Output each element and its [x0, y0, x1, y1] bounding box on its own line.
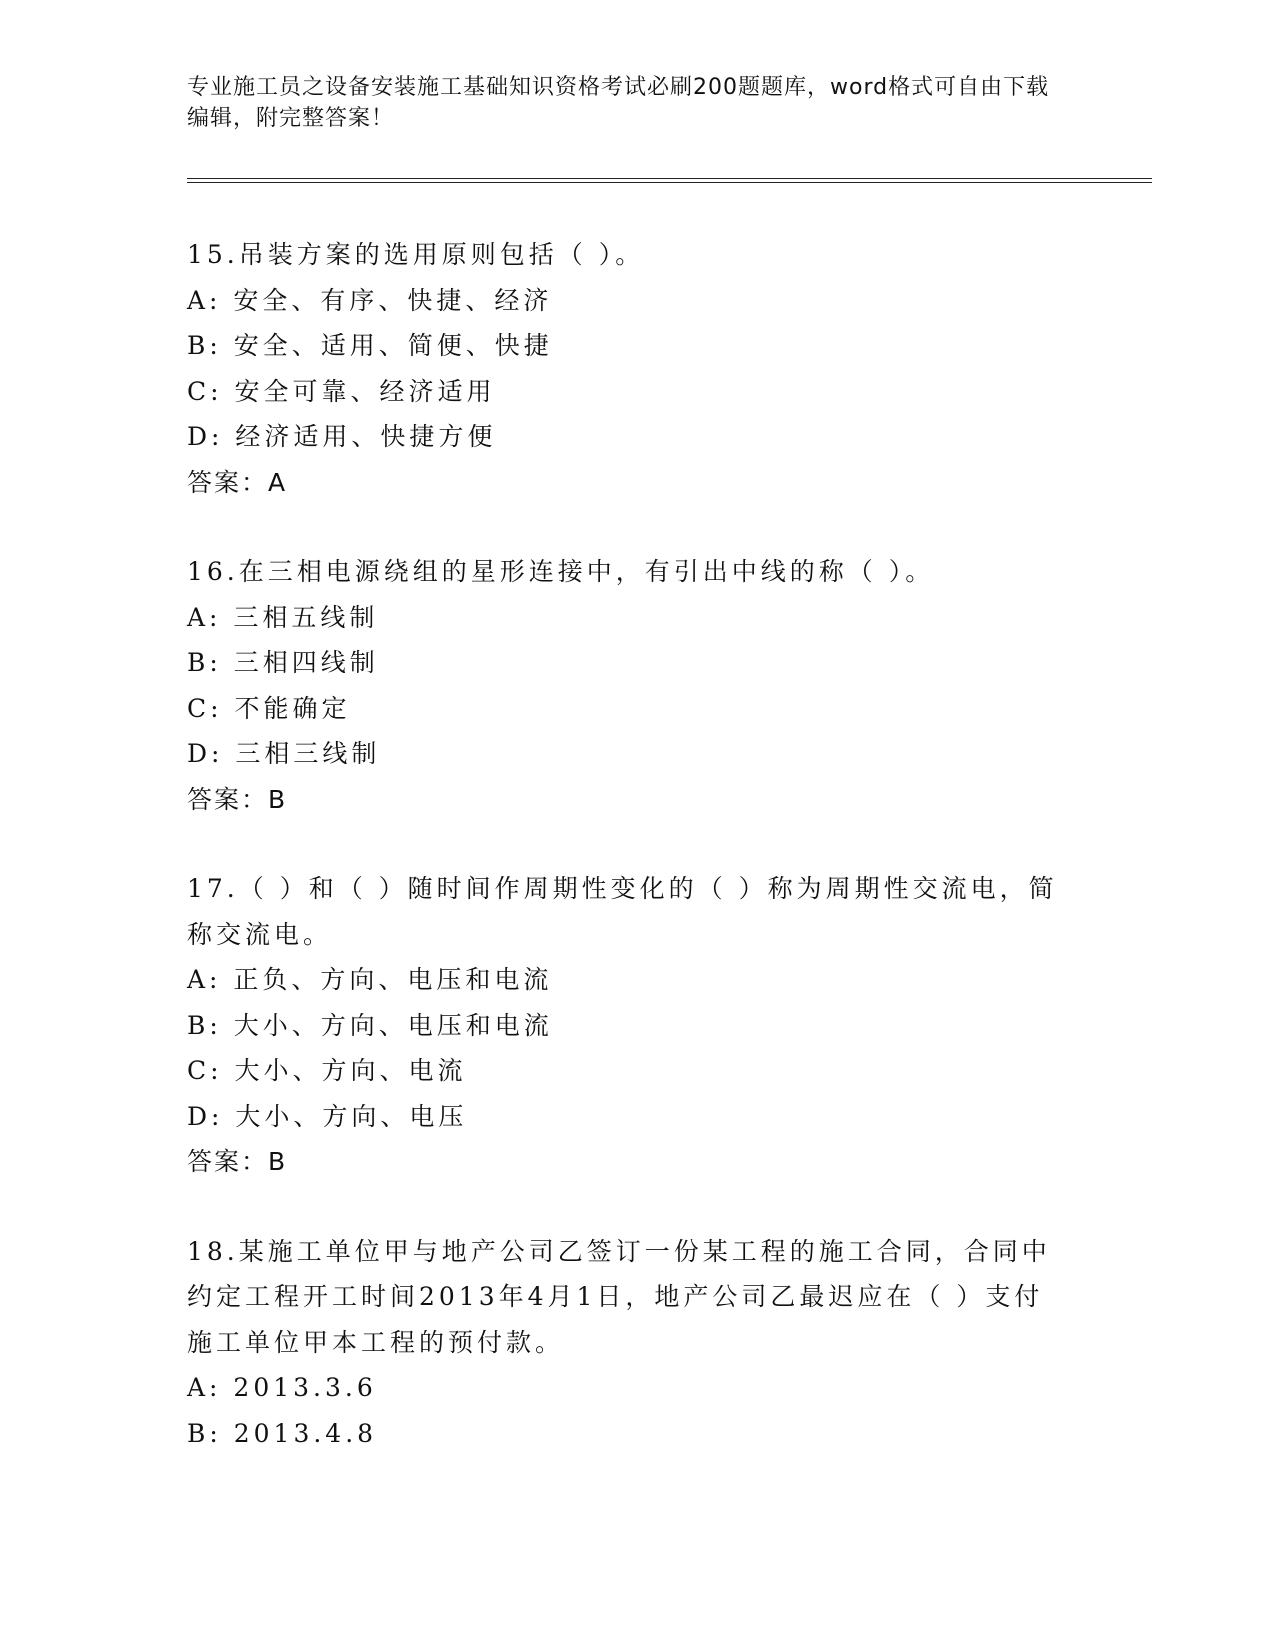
question-stem: 16.在三相电源绕组的星形连接中，有引出中线的称（ ）。 [187, 557, 935, 586]
option-c: C: 不能确定 [187, 693, 351, 723]
option-a: A: 2013.3.6 [187, 1373, 377, 1402]
question-stem: 17.（ ）和（ ）随时间作周期性变化的（ ）称为周期性交流电，简称交流电。 [187, 874, 1058, 949]
option-b: B: 2013.4.8 [187, 1418, 378, 1448]
option-d: D: 大小、方向、电压 [187, 1101, 468, 1131]
option-a: A: 安全、有序、快捷、经济 [187, 285, 553, 315]
option-c: C: 大小、方向、电流 [187, 1056, 467, 1085]
option-a: A: 三相五线制 [187, 602, 379, 632]
option-c: C: 安全可靠、经济适用 [187, 376, 496, 406]
answer-line: 答案：B [187, 1147, 288, 1176]
question-17 [187, 866, 1087, 1185]
question-18 [187, 1229, 1087, 1457]
option-d: D: 三相三线制 [187, 739, 381, 768]
option-b: B: 三相四线制 [187, 648, 379, 677]
document-header: 专业施工员之设备安装施工基础知识资格考试必刷200题题库，word格式可自由下载编辑，附完整答案！ [187, 75, 1050, 131]
option-d: D: 经济适用、快捷方便 [187, 422, 497, 451]
option-b: B: 安全、适用、简便、快捷 [187, 331, 553, 360]
question-15 [187, 232, 1087, 505]
option-b: B: 大小、方向、电压和电流 [187, 1010, 553, 1040]
answer-line: 答案：B [187, 784, 288, 814]
question-list [187, 232, 1087, 1500]
question-stem: 15.吊装方案的选用原则包括（ ）。 [187, 240, 645, 269]
answer-line: 答案：A [187, 467, 288, 497]
option-a: A: 正负、方向、电压和电流 [187, 965, 553, 994]
question-stem: 18.某施工单位甲与地产公司乙签订一份某工程的施工合同，合同中约定工程开工时间2013年4月1日，地产公司乙最迟应在（ ）支付施工单位甲本工程的预付款。 [187, 1236, 1051, 1357]
header-double-rule [187, 178, 1152, 183]
question-16 [187, 549, 1087, 822]
